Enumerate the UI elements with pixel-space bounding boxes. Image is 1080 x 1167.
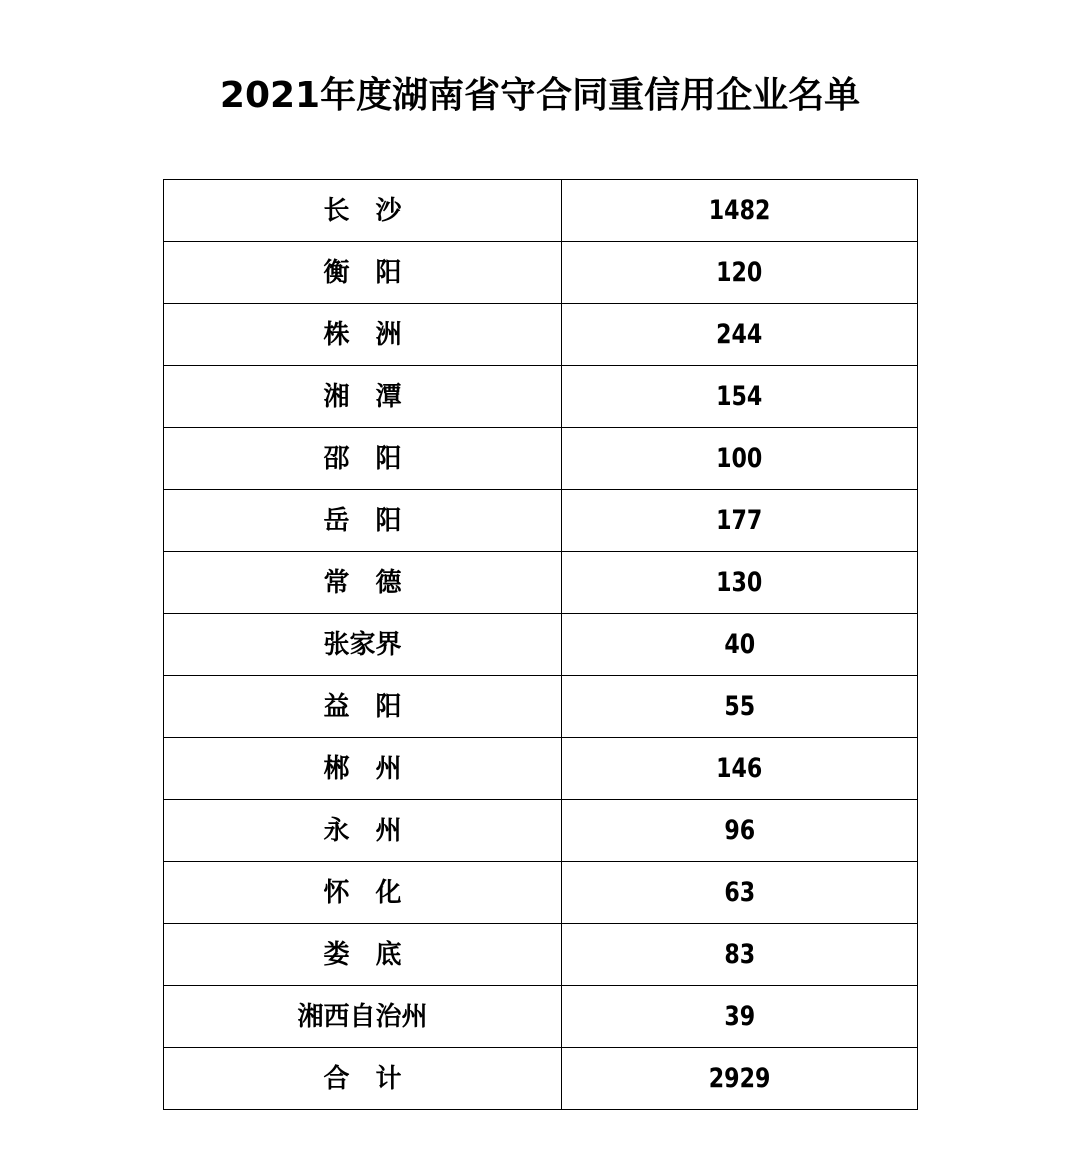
region-cell: 长 沙 (164, 180, 562, 242)
region-cell: 张家界 (164, 614, 562, 676)
count-cell (562, 490, 918, 552)
region-cell: 衡 阳 (164, 242, 562, 304)
count-value: 120 (716, 256, 763, 288)
count-value: 40 (724, 628, 755, 660)
total-label-cell: 合 计 (164, 1048, 562, 1110)
count-cell (562, 800, 918, 862)
total-count-value: 2929 (708, 1062, 771, 1094)
table-row (164, 428, 918, 490)
count-value: 63 (724, 876, 755, 908)
count-value: 39 (724, 1000, 755, 1032)
region-cell: 永 州 (164, 800, 562, 862)
count-value: 130 (716, 566, 763, 598)
count-value: 177 (716, 504, 763, 536)
region-count-table (163, 179, 918, 1110)
table-row (164, 676, 918, 738)
count-cell (562, 738, 918, 800)
count-value: 1482 (708, 194, 771, 226)
region-cell: 株 洲 (164, 304, 562, 366)
table-row (164, 862, 918, 924)
table-row (164, 366, 918, 428)
total-row (164, 1048, 918, 1110)
region-cell: 邵 阳 (164, 428, 562, 490)
count-cell (562, 242, 918, 304)
region-cell: 怀 化 (164, 862, 562, 924)
count-cell (562, 986, 918, 1048)
region-cell: 常 德 (164, 552, 562, 614)
region-cell: 湘西自治州 (164, 986, 562, 1048)
region-cell: 岳 阳 (164, 490, 562, 552)
table-row (164, 552, 918, 614)
table-row (164, 614, 918, 676)
document-title: 2021年度湖南省守合同重信用企业名单 (219, 75, 861, 116)
table-row (164, 924, 918, 986)
table-row (164, 800, 918, 862)
count-cell (562, 924, 918, 986)
region-cell: 湘 潭 (164, 366, 562, 428)
table-row (164, 986, 918, 1048)
count-cell (562, 180, 918, 242)
table-body (164, 180, 918, 1110)
region-cell: 益 阳 (164, 676, 562, 738)
count-cell (562, 366, 918, 428)
count-value: 146 (716, 752, 763, 784)
table-row (164, 490, 918, 552)
count-value: 244 (716, 318, 763, 350)
count-value: 96 (724, 814, 755, 846)
table-row (164, 738, 918, 800)
region-cell: 郴 州 (164, 738, 562, 800)
count-value: 100 (716, 442, 763, 474)
count-cell (562, 428, 918, 490)
count-cell (562, 676, 918, 738)
count-cell (562, 552, 918, 614)
table-row (164, 304, 918, 366)
count-cell (562, 614, 918, 676)
table-row (164, 180, 918, 242)
region-cell: 娄 底 (164, 924, 562, 986)
count-cell (562, 304, 918, 366)
count-value: 154 (716, 380, 763, 412)
count-value: 83 (724, 938, 755, 970)
count-cell (562, 862, 918, 924)
total-count-cell (562, 1048, 918, 1110)
table-row (164, 242, 918, 304)
count-value: 55 (724, 690, 755, 722)
